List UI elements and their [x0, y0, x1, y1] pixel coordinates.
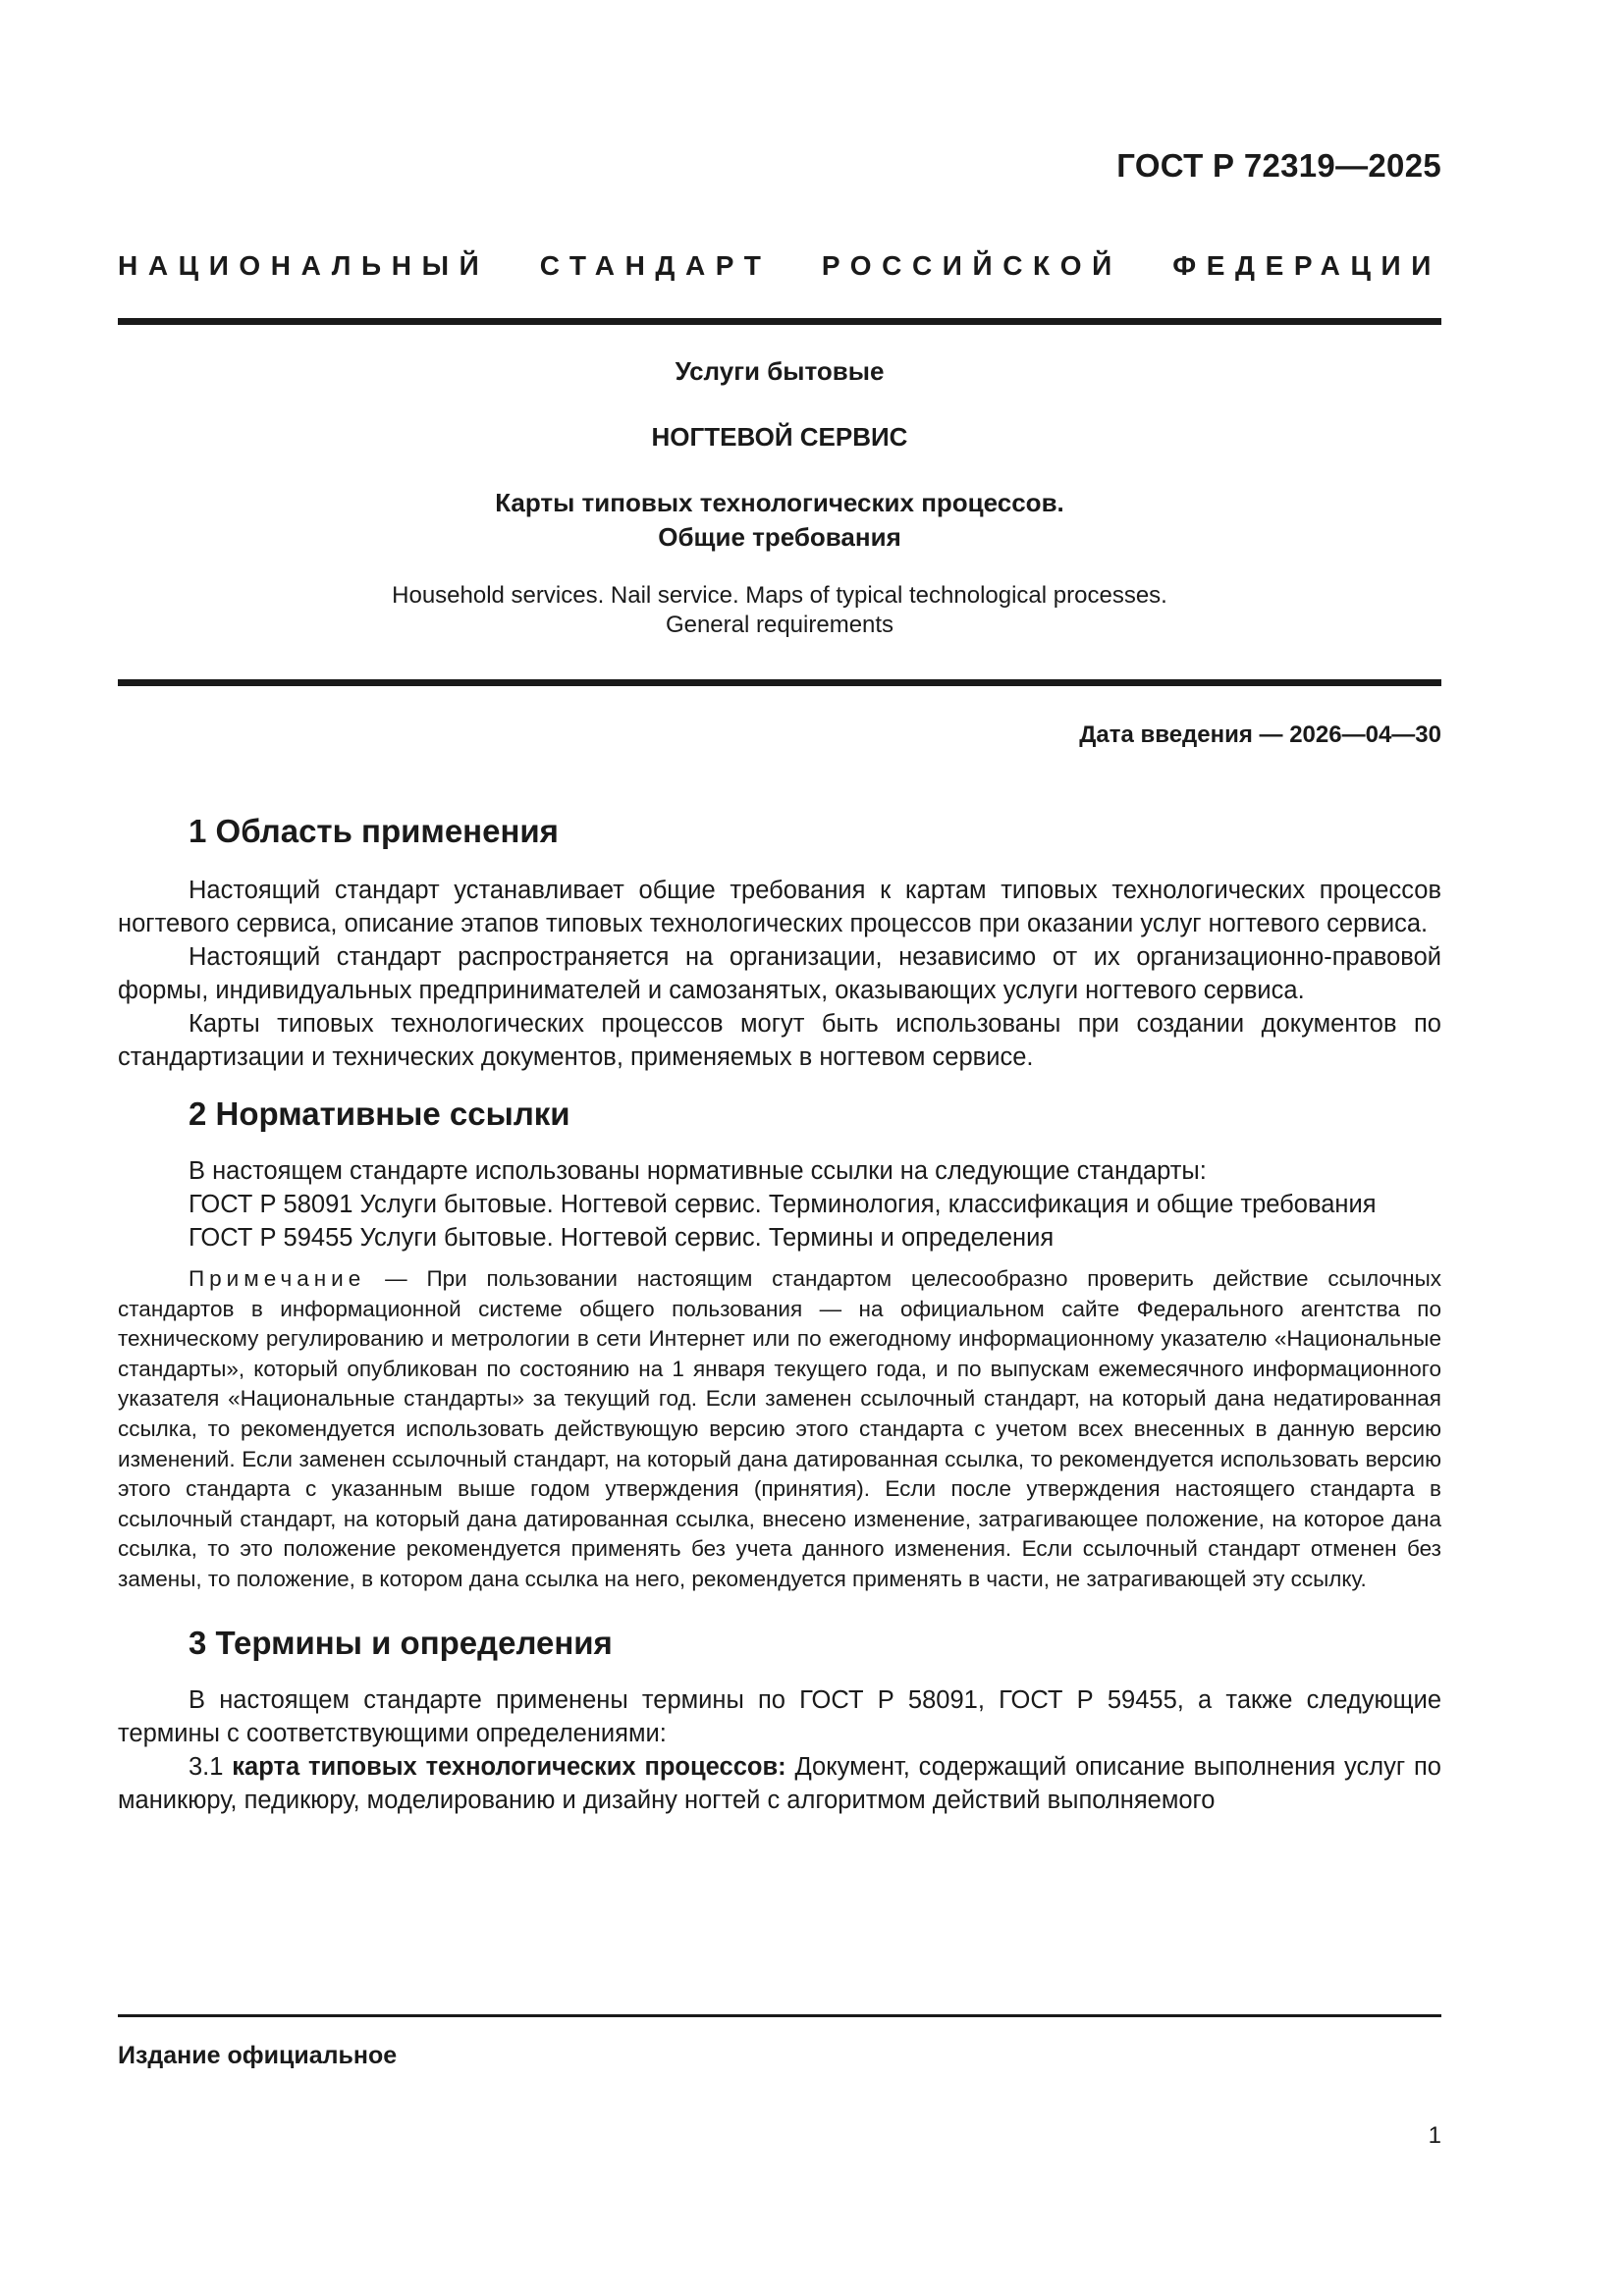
english-title-line1: Household services. Nail service. Maps of typical technological processes.	[392, 582, 1167, 609]
reference-gost-58091: ГОСТ Р 58091 Услуги бытовые. Ногтевой сервис. Терминология, классификация и общие требования	[189, 1191, 1377, 1218]
document-body	[118, 813, 1441, 1817]
top-divider	[118, 318, 1441, 325]
note-label: Примечание	[189, 1266, 366, 1291]
term-name: карта типовых технологических процессов:	[232, 1752, 786, 1781]
term-definition: Документ, содержащий описание выполнения услуг по маникюру, педикюру, моделированию и дизайну ногтей с алгоритмом действий выполняемого	[118, 1752, 1441, 1814]
title-divider	[118, 679, 1441, 686]
references-intro: В настоящем стандарте использованы нормативные ссылки на следующие стандарты:	[189, 1157, 1207, 1185]
note-text: — При пользовании настоящим стандартом целесообразно проверить действие ссылочных стандартов в информационной системе общего пользования — на официальном сайте Федерального агентства по техническому регулированию и метрологии в сети Интернет или по ежегодному информационному указателю «Национальные стандарты», который опубликован по состоянию на 1 января текущего года, и по выпускам ежемесячного информационного указателя «Национальные стандарты» за текущий год. Если заменен ссылочный стандарт, на который дана недатированная ссылка, то рекомендуется использовать действующую версию этого стандарта с учетом всех внесенных в данную версию изменений. Если заменен ссылочный стандарт, на который дана датированная ссылка, то рекомендуется использовать версию этого стандарта с указанным выше годом утверждения (принятия). Если после утверждения настоящего стандарта в ссылочный стандарт, на который дана датированная ссылка, внесено изменение, затрагивающее положение, на которое дана ссылка, то это положение рекомендуется применять без учета данного изменения. Если ссылочный стандарт отменен без замены, то положение, в котором дана ссылка на него, рекомендуется применять в части, не затрагивающей эту ссылку.	[118, 1266, 1441, 1591]
page-number: 1	[1428, 2122, 1441, 2149]
document-title-line2: НОГТЕВОЙ СЕРВИС	[651, 422, 908, 452]
english-title	[118, 581, 1441, 640]
gost-code: ГОСТ Р 72319—2025	[1116, 147, 1441, 184]
document-title-line3	[118, 486, 1441, 555]
introduction-date: Дата введения — 2026—04—30	[1079, 721, 1441, 748]
footer-divider	[118, 2014, 1441, 2017]
scope-paragraph-1: Настоящий стандарт устанавливает общие требования к картам типовых технологических процессов ногтевого сервиса, описание этапов типовых технологических процессов при оказании услуг ногтевого сервиса.	[118, 877, 1441, 937]
terms-intro: В настоящем стандарте применены термины по ГОСТ Р 58091, ГОСТ Р 59455, а также следующие термины с соответствующими определениями:	[118, 1685, 1441, 1747]
national-standard-title: НАЦИОНАЛЬНЫЙ СТАНДАРТ РОССИЙСКОЙ ФЕДЕРАЦИИ	[118, 250, 1441, 281]
section-heading-terms: 3 Термины и определения	[189, 1624, 613, 1661]
reference-gost-59455: ГОСТ Р 59455 Услуги бытовые. Ногтевой сервис. Термины и определения	[189, 1224, 1055, 1252]
scope-paragraph-2: Настоящий стандарт распространяется на организации, независимо от их организационно-правовой формы, индивидуальных предпринимателей и самозанятых, оказывающих услуги ногтевого сервиса.	[118, 943, 1441, 1004]
document-title-line1: Услуги бытовые	[675, 356, 885, 386]
document-title-line3b: Общие требования	[658, 522, 901, 552]
official-edition-label: Издание официальное	[118, 2042, 398, 2069]
english-title-line2: General requirements	[665, 612, 894, 638]
document-title-line3a: Карты типовых технологических процессов.	[495, 488, 1064, 517]
section-heading-normative-references: 2 Нормативные ссылки	[189, 1095, 570, 1132]
term-number: 3.1	[189, 1752, 233, 1781]
scope-paragraph-3: Карты типовых технологических процессов могут быть использованы при создании документов по стандартизации и технических документов, применяемых в ногтевом сервисе.	[118, 1010, 1441, 1071]
section-heading-scope: 1 Область применения	[189, 813, 559, 849]
term-3-1	[118, 1750, 1441, 1817]
references-note	[118, 1264, 1441, 1595]
